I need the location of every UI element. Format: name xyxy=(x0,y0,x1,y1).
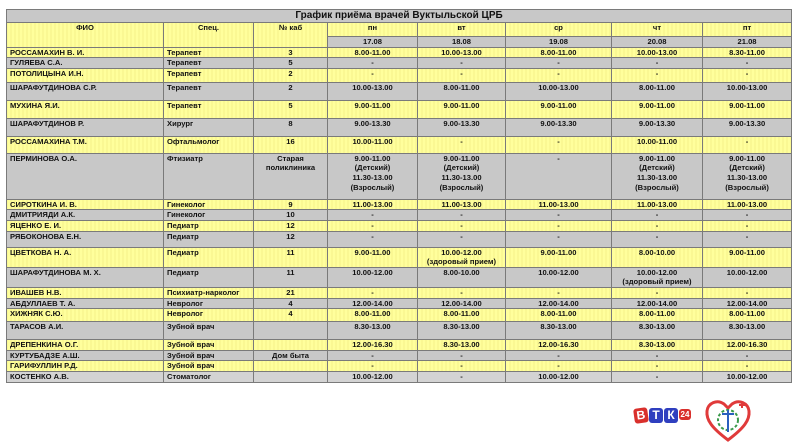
table-row xyxy=(7,210,792,221)
table-row xyxy=(7,322,792,340)
doctor-name: ТАРАСОВ А.И. xyxy=(7,322,164,340)
schedule-cell: - xyxy=(506,153,612,199)
schedule-cell: 8.30-13.00 xyxy=(703,322,792,340)
schedule-cell: - xyxy=(506,361,612,372)
room-number: 5 xyxy=(254,100,328,118)
doctor-specialty: Терапевт xyxy=(164,68,254,82)
doctor-specialty: Зубной врач xyxy=(164,322,254,340)
doctor-specialty: Педиатр xyxy=(164,247,254,267)
doctor-name: РОССАМАХИНА Т.М. xyxy=(7,136,164,153)
schedule-cell: - xyxy=(418,136,506,153)
schedule-cell: 8.30-13.00 xyxy=(418,322,506,340)
room-number xyxy=(254,322,328,340)
schedule-cell: 9.00-11.00 xyxy=(328,247,418,267)
doctor-specialty: Хирург xyxy=(164,118,254,136)
schedule-cell: 8.00-11.00 xyxy=(328,309,418,322)
table-row xyxy=(7,247,792,267)
table-title: График приёма врачей Вуктыльской ЦРБ xyxy=(7,10,792,23)
table-row xyxy=(7,118,792,136)
table-row xyxy=(7,47,792,58)
schedule-cell: 10.00-13.00 xyxy=(418,47,506,58)
table-row xyxy=(7,371,792,382)
schedule-table xyxy=(6,9,792,383)
schedule-cell: 8.00-11.00 xyxy=(612,82,703,100)
schedule-cell: 10.00-12.00 xyxy=(328,371,418,382)
schedule-cell: 11.00-13.00 xyxy=(703,199,792,210)
schedule-cell: 12.00-16.30 xyxy=(506,340,612,351)
room-number: 11 xyxy=(254,267,328,287)
table-row xyxy=(7,309,792,322)
room-number xyxy=(254,371,328,382)
table-row xyxy=(7,220,792,231)
schedule-cell: 8.30-13.00 xyxy=(328,322,418,340)
doctor-name: ДМИТРИЯДИ А.К. xyxy=(7,210,164,221)
header-day: вт xyxy=(418,23,506,37)
schedule-cell: 10.00-12.00 xyxy=(506,267,612,287)
schedule-cell: - xyxy=(418,210,506,221)
schedule-cell: 12.00-14.00 xyxy=(703,298,792,309)
doctor-name: КУРТУБАДЗЕ А.Ш. xyxy=(7,350,164,361)
doctor-specialty: Гинеколог xyxy=(164,199,254,210)
vtk-letter: 24 xyxy=(680,410,690,419)
schedule-cell: 9.00-13.30 xyxy=(418,118,506,136)
room-number: 9 xyxy=(254,199,328,210)
schedule-cell: - xyxy=(418,68,506,82)
room-number: 10 xyxy=(254,210,328,221)
schedule-cell: - xyxy=(506,136,612,153)
doctor-specialty: Гинеколог xyxy=(164,210,254,221)
table-row xyxy=(7,100,792,118)
schedule-cell: - xyxy=(328,287,418,298)
doctor-specialty: Терапевт xyxy=(164,82,254,100)
schedule-cell: - xyxy=(703,68,792,82)
doctor-name: ЯЦЕНКО Е. И. xyxy=(7,220,164,231)
header-day: пн xyxy=(328,23,418,37)
header-name: ФИО xyxy=(7,23,164,48)
doctor-specialty: Офтальмолог xyxy=(164,136,254,153)
doctor-name: ШАРАФУТДИНОВА С.Р. xyxy=(7,82,164,100)
doctor-specialty: Зубной врач xyxy=(164,350,254,361)
schedule-cell: - xyxy=(418,287,506,298)
room-number: 3 xyxy=(254,47,328,58)
schedule-cell: 8.00-11.00 xyxy=(506,309,612,322)
table-row xyxy=(7,58,792,69)
schedule-cell: 11.00-13.00 xyxy=(612,199,703,210)
doctor-name: ГАРИФУЛЛИН Р.Д. xyxy=(7,361,164,372)
schedule-cell: 10.00-12.00 xyxy=(328,267,418,287)
schedule-cell: 9.00-11.00 (Детский) 11.30-13.00 (Взрослый) xyxy=(418,153,506,199)
room-number: 12 xyxy=(254,220,328,231)
table-row xyxy=(7,350,792,361)
schedule-cell: 10.00-12.00 xyxy=(506,371,612,382)
schedule-cell: - xyxy=(612,361,703,372)
table-row xyxy=(7,136,792,153)
schedule-cell: - xyxy=(328,361,418,372)
doctor-name: ГУЛЯЕВА С.А. xyxy=(7,58,164,69)
doctor-specialty: Педиатр xyxy=(164,231,254,247)
schedule-cell: 12.00-16.30 xyxy=(328,340,418,351)
room-number: 11 xyxy=(254,247,328,267)
schedule-cell: - xyxy=(328,210,418,221)
schedule-cell: - xyxy=(506,58,612,69)
schedule-cell: 8.30-13.00 xyxy=(418,340,506,351)
schedule-cell: - xyxy=(612,350,703,361)
schedule-cell: - xyxy=(612,220,703,231)
doctor-specialty: Педиатр xyxy=(164,267,254,287)
doctor-name: РЯБОКОНОВА Е.Н. xyxy=(7,231,164,247)
schedule-cell: 12.00-14.00 xyxy=(418,298,506,309)
schedule-cell: - xyxy=(703,58,792,69)
doctor-name: ДРЕПЕНКИНА О.Г. xyxy=(7,340,164,351)
schedule-cell: 12.00-14.00 xyxy=(612,298,703,309)
schedule-cell: - xyxy=(418,350,506,361)
schedule-cell: - xyxy=(612,58,703,69)
schedule-cell: - xyxy=(328,231,418,247)
schedule-cell: 9.00-11.00 (Детский) 11.30-13.00 (Взрослый) xyxy=(703,153,792,199)
doctor-name: ЦВЕТКОВА Н. А. xyxy=(7,247,164,267)
room-number: 8 xyxy=(254,118,328,136)
room-number: 5 xyxy=(254,58,328,69)
room-number xyxy=(254,340,328,351)
schedule-cell: - xyxy=(418,371,506,382)
schedule-cell: 9.00-11.00 xyxy=(612,100,703,118)
doctor-specialty: Невролог xyxy=(164,298,254,309)
schedule-cell: - xyxy=(418,58,506,69)
schedule-cell: 12.00-14.00 xyxy=(506,298,612,309)
schedule-cell: 8.00-11.00 xyxy=(506,47,612,58)
schedule-cell: - xyxy=(506,210,612,221)
schedule-cell: 10.00-13.00 xyxy=(506,82,612,100)
doctor-name: МУХИНА Я.И. xyxy=(7,100,164,118)
schedule-cell: 9.00-11.00 (Детский) 11.30-13.00 (Взрослый) xyxy=(612,153,703,199)
schedule-cell: - xyxy=(328,350,418,361)
doctor-name: РОССАМАХИН В. И. xyxy=(7,47,164,58)
schedule-cell: - xyxy=(703,210,792,221)
schedule-cell: 10.00-12.00 xyxy=(703,371,792,382)
schedule-cell: 10.00-12.00 xyxy=(703,267,792,287)
schedule-cell: 8.00-10.00 xyxy=(418,267,506,287)
room-number: 4 xyxy=(254,309,328,322)
table-row xyxy=(7,68,792,82)
schedule-cell: - xyxy=(418,361,506,372)
schedule-cell: - xyxy=(506,220,612,231)
schedule-cell: 10.00-12.00 (здоровый прием) xyxy=(418,247,506,267)
schedule-cell: 11.00-13.00 xyxy=(418,199,506,210)
vtk-letter: Т xyxy=(649,408,663,423)
vtk-letter: В xyxy=(633,407,649,424)
schedule-cell: - xyxy=(703,220,792,231)
schedule-cell: 9.00-11.00 xyxy=(506,247,612,267)
schedule-cell: - xyxy=(612,287,703,298)
schedule-cell: - xyxy=(506,231,612,247)
room-number: 16 xyxy=(254,136,328,153)
schedule-cell: - xyxy=(506,287,612,298)
schedule-cell: - xyxy=(703,287,792,298)
hospital-heart-logo xyxy=(704,398,752,442)
room-number: 2 xyxy=(254,82,328,100)
doctor-specialty: Терапевт xyxy=(164,47,254,58)
schedule-cell: - xyxy=(418,220,506,231)
doctor-specialty: Фтизиатр xyxy=(164,153,254,199)
vtk24-logo xyxy=(634,408,691,423)
doctor-name: ХИЖНЯК С.Ю. xyxy=(7,309,164,322)
doctor-specialty: Зубной врач xyxy=(164,340,254,351)
schedule-cell: 8.30-11.00 xyxy=(703,47,792,58)
schedule-cell: 11.00-13.00 xyxy=(506,199,612,210)
doctor-name: СИРОТКИНА И. В. xyxy=(7,199,164,210)
schedule-cell: 9.00-11.00 xyxy=(506,100,612,118)
schedule-cell: 12.00-16.30 xyxy=(703,340,792,351)
doctor-specialty: Стоматолог xyxy=(164,371,254,382)
doctor-specialty: Невролог xyxy=(164,309,254,322)
table-row xyxy=(7,340,792,351)
schedule-cell: 8.00-11.00 xyxy=(418,309,506,322)
schedule-cell: - xyxy=(418,231,506,247)
room-number: 12 xyxy=(254,231,328,247)
schedule-cell: 9.00-11.00 xyxy=(703,100,792,118)
schedule-cell: - xyxy=(612,68,703,82)
doctor-name: ПЕРМИНОВА О.А. xyxy=(7,153,164,199)
schedule-cell: 9.00-11.00 xyxy=(703,247,792,267)
schedule-cell: - xyxy=(703,136,792,153)
schedule-cell: 8.00-11.00 xyxy=(418,82,506,100)
table-row xyxy=(7,298,792,309)
doctor-specialty: Педиатр xyxy=(164,220,254,231)
schedule-cell: 10.00-11.00 xyxy=(328,136,418,153)
doctor-name: ПОТОЛИЦЫНА И.Н. xyxy=(7,68,164,82)
schedule-cell: 10.00-12.00 (здоровый прием) xyxy=(612,267,703,287)
schedule-cell: 10.00-13.00 xyxy=(328,82,418,100)
schedule-cell: 8.30-13.00 xyxy=(506,322,612,340)
schedule-cell: - xyxy=(328,220,418,231)
schedule-cell: - xyxy=(703,361,792,372)
schedule-cell: 9.00-13.30 xyxy=(506,118,612,136)
schedule-cell: - xyxy=(328,68,418,82)
header-date: 19.08 xyxy=(506,37,612,48)
schedule-cell: - xyxy=(612,231,703,247)
schedule-cell: 8.00-11.00 xyxy=(703,309,792,322)
schedule-cell: 9.00-13.30 xyxy=(703,118,792,136)
schedule-cell: 10.00-11.00 xyxy=(612,136,703,153)
schedule-cell: 9.00-11.00 (Детский) 11.30-13.00 (Взрослый) xyxy=(328,153,418,199)
schedule-cell: - xyxy=(703,231,792,247)
doctor-specialty: Терапевт xyxy=(164,58,254,69)
doctor-name: ИВАШЕВ Н.В. xyxy=(7,287,164,298)
header-spec: Спец. xyxy=(164,23,254,48)
table-row xyxy=(7,153,792,199)
schedule-cell: 8.30-13.00 xyxy=(612,340,703,351)
header-day: пт xyxy=(703,23,792,37)
room-number: 21 xyxy=(254,287,328,298)
room-number: Дом быта xyxy=(254,350,328,361)
schedule-cell: 10.00-13.00 xyxy=(703,82,792,100)
schedule-cell: 9.00-13.30 xyxy=(328,118,418,136)
header-day: чт xyxy=(612,23,703,37)
schedule-cell: - xyxy=(506,68,612,82)
doctor-specialty: Психиатр-нарколог xyxy=(164,287,254,298)
doctor-name: ШАРАФУТДИНОВА М. Х. xyxy=(7,267,164,287)
doctor-name: АБДУЛЛАЕВ Т. А. xyxy=(7,298,164,309)
table-row xyxy=(7,361,792,372)
schedule-cell: - xyxy=(612,371,703,382)
table-row xyxy=(7,82,792,100)
room-number xyxy=(254,361,328,372)
schedule-cell: 9.00-11.00 xyxy=(328,100,418,118)
room-number: 4 xyxy=(254,298,328,309)
doctor-name: ШАРАФУТДИНОВ Р. xyxy=(7,118,164,136)
table-row xyxy=(7,199,792,210)
table-row xyxy=(7,231,792,247)
schedule-cell: 12.00-14.00 xyxy=(328,298,418,309)
table-row xyxy=(7,267,792,287)
doctor-specialty: Терапевт xyxy=(164,100,254,118)
schedule-cell: - xyxy=(703,350,792,361)
schedule-cell: 8.00-10.00 xyxy=(612,247,703,267)
room-number: 2 xyxy=(254,68,328,82)
schedule-cell: 8.00-11.00 xyxy=(612,309,703,322)
header-room: № каб xyxy=(254,23,328,48)
header-date: 21.08 xyxy=(703,37,792,48)
schedule-cell: 9.00-11.00 xyxy=(418,100,506,118)
header-date: 18.08 xyxy=(418,37,506,48)
doctor-specialty: Зубной врач xyxy=(164,361,254,372)
schedule-cell: 9.00-13.30 xyxy=(612,118,703,136)
vtk-letter: К xyxy=(664,408,678,423)
header-date: 20.08 xyxy=(612,37,703,48)
schedule-cell: 8.00-11.00 xyxy=(328,47,418,58)
room-number: Старая поликлиника xyxy=(254,153,328,199)
header-date: 17.08 xyxy=(328,37,418,48)
schedule-cell: - xyxy=(328,58,418,69)
schedule-cell: - xyxy=(612,210,703,221)
doctor-name: КОСТЕНКО А.В. xyxy=(7,371,164,382)
schedule-cell: 10.00-13.00 xyxy=(612,47,703,58)
schedule-cell: 11.00-13.00 xyxy=(328,199,418,210)
table-row xyxy=(7,287,792,298)
schedule-cell: 8.30-13.00 xyxy=(612,322,703,340)
schedule-cell: - xyxy=(506,350,612,361)
header-day: ср xyxy=(506,23,612,37)
